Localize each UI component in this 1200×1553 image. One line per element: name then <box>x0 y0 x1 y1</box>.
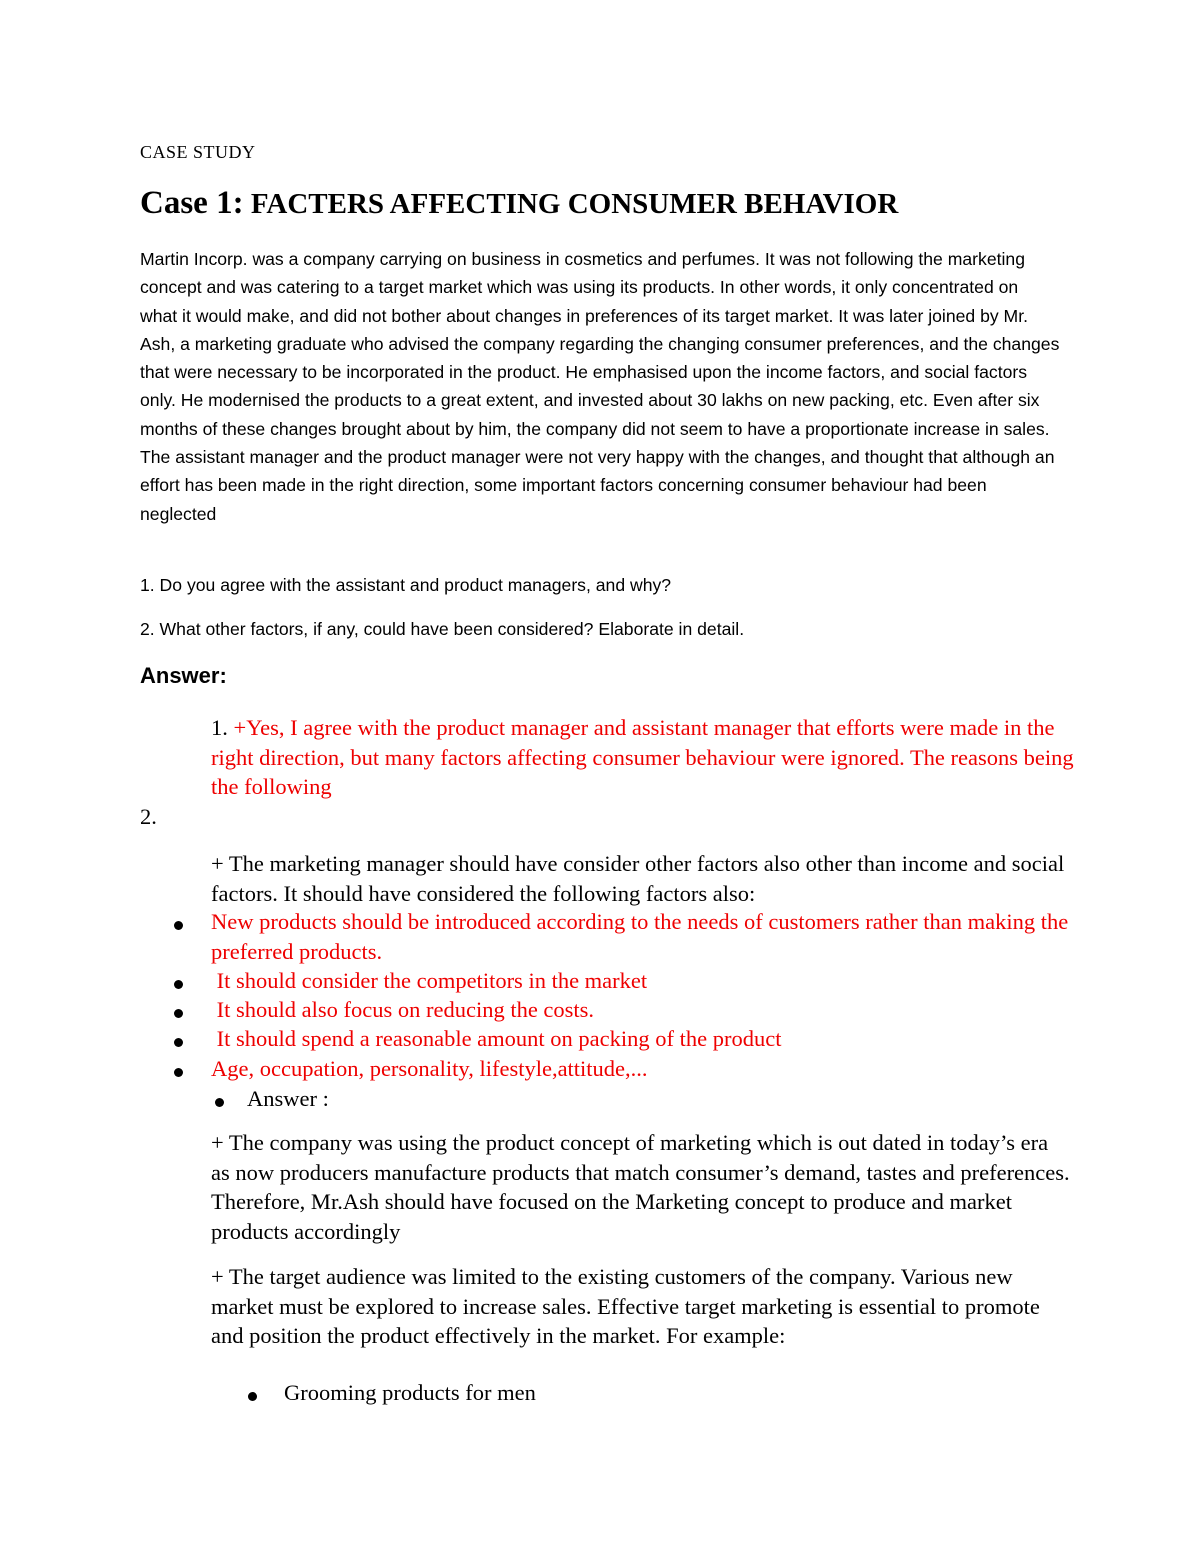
answer-1 <box>211 713 1091 802</box>
factor-bullet-text: It should consider the competitors in the market <box>211 968 648 993</box>
bullet-dot <box>215 1098 224 1107</box>
case-body-paragraph: Martin Incorp. was a company carrying on business in cosmetics and perfumes. It was not following the marketing concept and was catering to a target market which was using its products. In other words, it only concentrated on what it would make, and did not bother about changes in preferences of its target market. It was later joined by Mr. Ash, a marketing graduate who advised the company regarding the changing consumer preferences, and the changes that were necessary to be incorporated in the product. He emphasised upon the income factors, and social factors only. He modernised the products to a great extent, and invested about 30 lakhs on new packing, etc. Even after six months of these changes brought about by him, the company did not seem to have a proportionate increase in sales. The assistant manager and the product manager were not very happy with the changes, and thought that although an effort has been made in the right direction, some important factors concerning consumer behaviour had been neglected <box>140 249 1060 524</box>
sub-bullet-text: Grooming products for men <box>284 1380 536 1405</box>
case-heading-title: FACTERS AFFECTING CONSUMER BEHAVIOR <box>243 188 899 220</box>
answer-paragraph-1: + The company was using the product concept of marketing which is out dated in today’s era as now producers manufacture products that match consumer’s demand, tastes and preferences. Therefore, Mr.Ash should have focused on the Marketing concept to produce and market products accordingly <box>211 1130 1070 1244</box>
bullet-dot <box>174 1068 183 1077</box>
bullet-dot <box>174 921 183 930</box>
factor-bullet-text: New products should be introduced according to the needs of customers rather than making the preferred products. <box>211 909 1069 964</box>
answer-2-intro: + The marketing manager should have consider other factors also other than income and social factors. It should have considered the following factors also: <box>211 851 1065 906</box>
answer-paragraph-2: + The target audience was limited to the existing customers of the company. Various new market must be explored to increase sales. Effective target marketing is essential to promote and position the product effectively in the market. For example: <box>211 1264 1040 1348</box>
bullet-dot <box>174 1009 183 1018</box>
case-heading-prefix: Case 1: <box>140 185 244 221</box>
factor-bullet-text: It should spend a reasonable amount on packing of the product <box>211 1026 782 1051</box>
answer-heading: Answer: <box>140 663 227 688</box>
answer-2-number: 2. <box>140 804 157 829</box>
bullet-dot <box>248 1392 257 1401</box>
case-heading <box>140 185 898 222</box>
case-study-label: CASE STUDY <box>140 142 256 162</box>
question-1: 1. Do you agree with the assistant and product managers, and why? <box>140 575 672 595</box>
answer-1-text: +Yes, I agree with the product manager and assistant manager that efforts were made in the right direction, but many factors affecting consumer behaviour were ignored. The reasons being the following <box>211 715 1074 799</box>
bullet-dot <box>174 1038 183 1047</box>
factor-bullet-text: Age, occupation, personality, lifestyle,attitude,... <box>211 1056 648 1081</box>
question-2: 2. What other factors, if any, could have been considered? Elaborate in detail. <box>140 619 745 639</box>
bullet-dot <box>174 980 183 989</box>
answer-1-number: 1. <box>211 715 234 740</box>
sub-bullet-text: Answer : <box>247 1086 329 1111</box>
factor-bullet-text: It should also focus on reducing the costs. <box>211 997 595 1022</box>
